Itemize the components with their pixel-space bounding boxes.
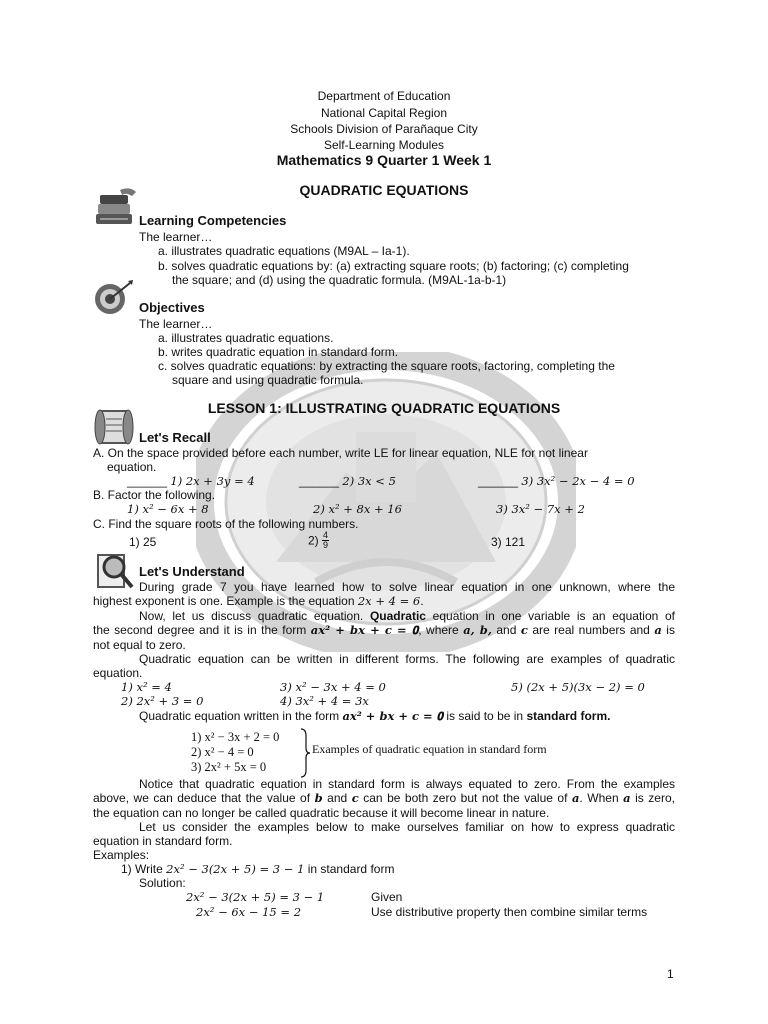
page-number: 1 xyxy=(667,967,674,981)
understand-p2-line2: the second degree and it is in the form 𝒂𝒙² + 𝒃𝒙 + 𝒄 = 𝟎, where 𝒂, 𝒃, and 𝒄 are real numbers and 𝒂 is xyxy=(93,623,675,637)
recall-a-line1: A. On the space provided before each number, write LE for linear equation, NLE for not linear xyxy=(93,446,588,460)
recall-heading: Let's Recall xyxy=(139,430,211,445)
understand-p2-line1: Now, let us discuss quadratic equation. Quadratic equation in one variable is an equation of xyxy=(139,609,676,623)
books-icon xyxy=(92,186,138,230)
example-eq-1: 1) 𝑥² = 4 xyxy=(121,680,172,694)
understand-p1-line2: highest exponent is one. Example is the equation 2𝑥 + 4 = 6. xyxy=(93,594,424,608)
header-division: Schools Division of Parañaque City xyxy=(290,122,478,136)
solution-step-2-note: Use distributive property then combine similar terms xyxy=(371,905,648,919)
solution-step-1-note: Given xyxy=(371,890,403,904)
recall-b-item1: 1) 𝑥² − 6𝑥 + 8 xyxy=(127,502,209,516)
objectives-heading: Objectives xyxy=(139,300,205,315)
target-icon xyxy=(92,279,134,317)
objective-b: b. writes quadratic equation in standard form. xyxy=(158,345,399,359)
standard-form-label: Examples of quadratic equation in standard form xyxy=(312,742,547,756)
example-eq-3: 3) 𝑥² − 3𝑥 + 4 = 0 xyxy=(280,680,386,694)
example-eq-4: 4) 3𝑥² + 4 = 3𝑥 xyxy=(280,694,369,708)
understand-p2-line3: not equal to zero. xyxy=(93,638,186,652)
recall-b-item2: 2) 𝑥² + 8𝑥 + 16 xyxy=(313,502,402,516)
standard-form-eq-3: 3) 2x² + 5x = 0 xyxy=(191,760,267,774)
header-department: Department of Education xyxy=(317,89,451,103)
competencies-intro: The learner… xyxy=(139,230,213,244)
understand-heading: Let's Understand xyxy=(139,564,245,579)
objective-a: a. illustrates quadratic equations. xyxy=(158,331,334,345)
solution-step-1: 2𝑥² − 3(2𝑥 + 5) = 3 − 1 xyxy=(186,890,325,904)
right-brace xyxy=(299,728,311,778)
competencies-heading: Learning Competencies xyxy=(139,213,287,228)
recall-c-item2: 2) $\frac{4}{9}$ xyxy=(308,530,329,550)
standard-form-eq-1: 1) x² − 3x + 2 = 0 xyxy=(191,730,280,744)
recall-a-item3: ______ 3) 3𝑥² − 2𝑥 − 4 = 0 xyxy=(478,474,635,488)
standard-form-eq-2: 2) x² − 4 = 0 xyxy=(191,745,254,759)
recall-a-line2: equation. xyxy=(107,460,157,474)
example-eq-5: 5) (2𝑥 + 5)(3𝑥 − 2) = 0 xyxy=(511,680,645,694)
header-region: National Capital Region xyxy=(320,106,448,120)
example-1-prompt: 1) Write 2𝑥² − 3(2𝑥 + 5) = 3 − 1 in standard form xyxy=(121,862,395,876)
recall-b-instruction: B. Factor the following. xyxy=(93,488,216,502)
recall-a-item1: ______ 1) 2𝑥 + 3𝑦 = 4 xyxy=(127,474,255,488)
recall-c-item1: 1) 25 xyxy=(129,535,157,549)
example-eq-2: 2) 2𝑥² + 3 = 0 xyxy=(121,694,204,708)
recall-c-item3: 3) 121 xyxy=(491,535,526,549)
competency-b-line2: the square; and (d) using the quadratic formula. (M9AL-1a-b-1) xyxy=(172,273,507,287)
scroll-icon xyxy=(92,407,136,447)
understand-p6-line2: equation in standard form. xyxy=(93,834,233,848)
understand-p4: Quadratic equation written in the form 𝒂𝒙² + 𝒃𝒙 + 𝒄 = 𝟎 is said to be in standard form. xyxy=(139,709,611,723)
page-title: Mathematics 9 Quarter 1 Week 1 xyxy=(276,152,492,168)
recall-b-item3: 3) 3𝑥² − 7𝑥 + 2 xyxy=(496,502,585,516)
understand-p5-line1: Notice that quadratic equation in standard form is always equated to zero. From the examples xyxy=(139,777,675,791)
competency-a: a. illustrates quadratic equations (M9AL – Ia-1). xyxy=(158,244,410,258)
recall-a-item2: ______ 2) 3𝑥 < 5 xyxy=(299,474,396,488)
topic-title: QUADRATIC EQUATIONS xyxy=(299,182,469,198)
header-modules: Self-Learning Modules xyxy=(323,138,445,152)
objectives-intro: The learner… xyxy=(139,317,213,331)
lesson-title: LESSON 1: ILLUSTRATING QUADRATIC EQUATIONS xyxy=(207,400,561,416)
understand-p3-line2: equation. xyxy=(93,666,143,680)
understand-p5-line3: the equation can no longer be called quadratic because it will become linear in nature. xyxy=(93,806,550,820)
recall-c-instruction: C. Find the square roots of the following numbers. xyxy=(93,517,359,531)
solution-step-2: 2𝑥² − 6𝑥 − 15 = 2 xyxy=(196,905,302,919)
examples-label: Examples: xyxy=(93,848,150,862)
solution-label: Solution: xyxy=(139,876,186,890)
objective-c-line1: c. solves quadratic equations: by extracting the square roots, factoring, completing the xyxy=(158,359,615,373)
objective-c-line2: square and using quadratic formula. xyxy=(172,373,364,387)
understand-p1-line1: During grade 7 you have learned how to solve linear equation in one unknown, where the xyxy=(139,580,675,594)
understand-p3-line1: Quadratic equation can be written in different forms. The following are examples of quadratic xyxy=(139,652,675,666)
competency-b-line1: b. solves quadratic equations by: (a) extracting square roots; (b) factoring; (c) completing xyxy=(158,259,629,273)
understand-p5-line2: above, we can deduce that the value of 𝒃 and 𝒄 can be both zero but not the value of 𝒂. When 𝒂 is zero, xyxy=(93,791,675,805)
understand-p6-line1: Let us consider the examples below to make ourselves familiar on how to express quadratic xyxy=(139,820,675,834)
